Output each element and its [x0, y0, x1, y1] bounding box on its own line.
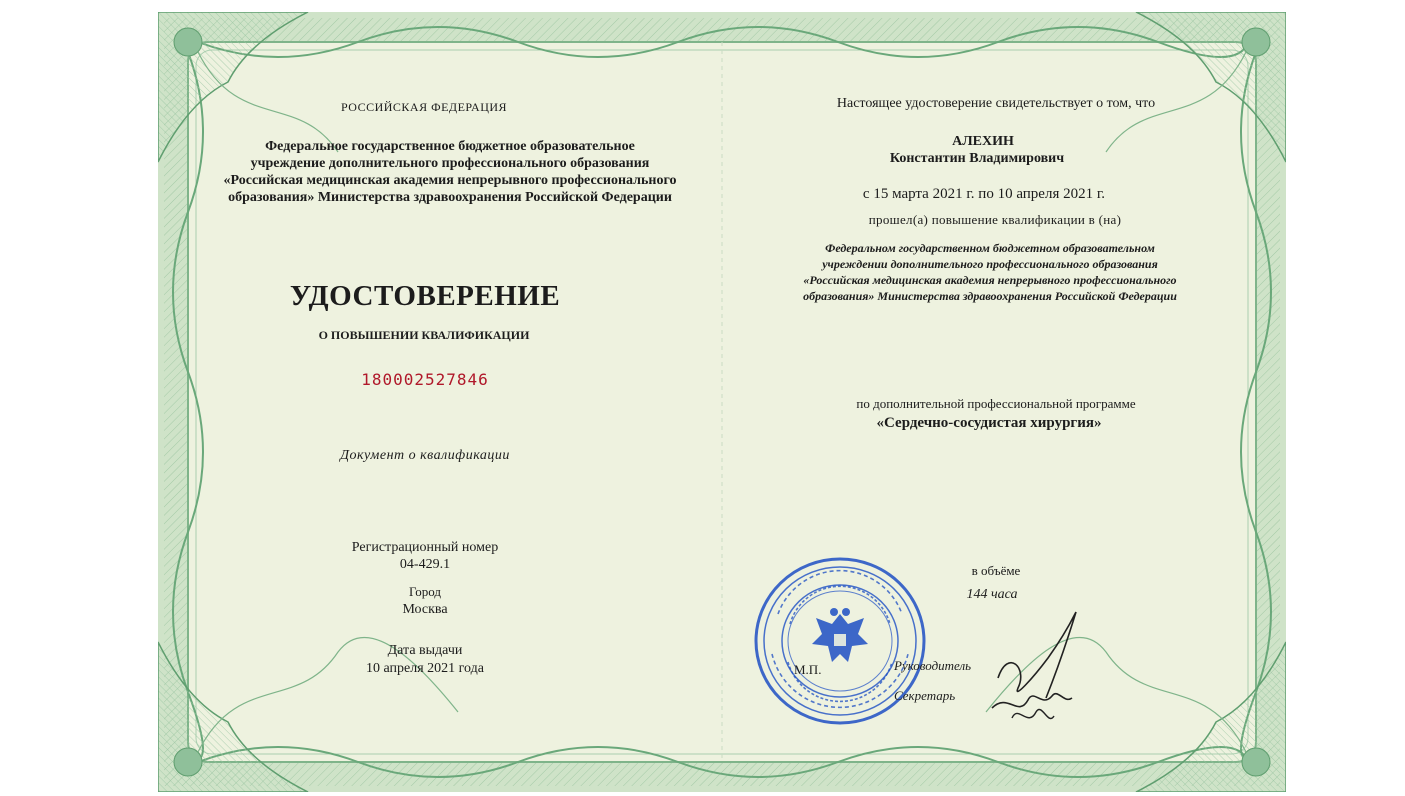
document-subtitle: О ПОВЫШЕНИИ КВАЛИФИКАЦИИ — [318, 328, 530, 342]
training-institution-line: «Российская медицинская академия непрерывного профессионального — [803, 273, 1177, 287]
training-period: с 15 марта 2021 г. по 10 апреля 2021 г. — [862, 186, 1106, 202]
training-institution-line: образования» Министерства здравоохранения Российской Федерации — [803, 289, 1177, 303]
issuer-line: учреждение дополнительного профессионального образования — [250, 156, 650, 171]
program-label: по дополнительной профессиональной программе — [856, 396, 1136, 411]
city-label: Город — [408, 584, 442, 599]
issuer-line: образования» Министерства здравоохранения Российской Федерации — [228, 190, 672, 205]
secretary-label: Секретарь — [894, 688, 956, 703]
serial-number: 180002527846 — [361, 370, 489, 389]
program-name: «Сердечно-сосудистая хирургия» — [876, 415, 1102, 431]
certificate-sheet — [158, 12, 1286, 792]
holder-given-names: Константин Владимирович — [889, 151, 1065, 166]
issuer-institution — [224, 138, 677, 206]
volume-label: в объёме — [971, 563, 1021, 578]
stamp-place-label: М.П. — [794, 662, 822, 677]
training-institution-line: учреждении дополнительного профессионального образования — [822, 257, 1158, 271]
volume-value: 144 часа — [966, 587, 1018, 602]
issuer-line: Федеральное государственное бюджетное образовательное — [265, 139, 635, 154]
passed-training-text: прошел(а) повышение квалификации в (на) — [868, 212, 1122, 227]
registration-label: Регистрационный номер — [351, 540, 499, 555]
signatures — [988, 608, 1088, 734]
training-institution-line: Федеральном государственном бюджетном образовательном — [825, 241, 1155, 255]
training-institution — [803, 240, 1177, 304]
document-title: УДОСТОВЕРЕНИЕ — [289, 280, 561, 312]
document-type: Документ о квалификации — [340, 448, 510, 463]
intro-text: Настоящее удостоверение свидетельствует о том, что — [836, 96, 1156, 111]
country-name: РОССИЙСКАЯ ФЕДЕРАЦИЯ — [340, 100, 508, 114]
city-value: Москва — [402, 602, 448, 617]
issue-date-label: Дата выдачи — [387, 643, 463, 658]
holder-surname: АЛЕХИН — [952, 134, 1014, 149]
issue-date: 10 апреля 2021 года — [366, 661, 484, 676]
issuer-line: «Российская медицинская академия непрерывного профессионального — [223, 173, 677, 188]
registration-number: 04-429.1 — [399, 557, 451, 572]
head-label: Руководитель — [894, 658, 972, 673]
